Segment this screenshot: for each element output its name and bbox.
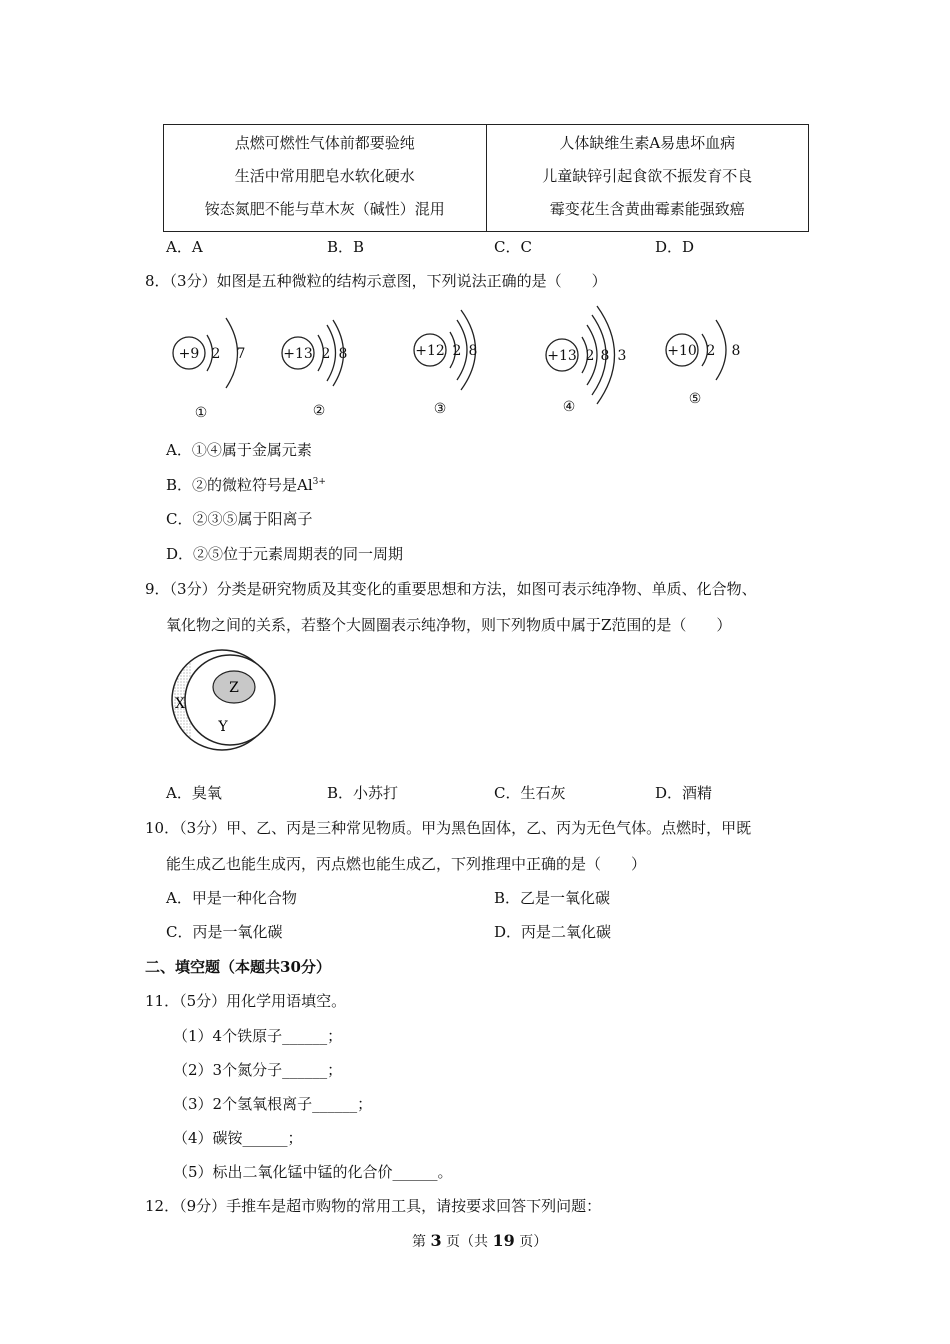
shell-count: 2 bbox=[706, 343, 716, 359]
particle-label: ② bbox=[312, 403, 326, 419]
section-heading: 二、填空题（本题共30分） bbox=[145, 958, 331, 976]
shell-count: 8 bbox=[468, 343, 478, 359]
q9-option-a[interactable]: A．臭氧 bbox=[166, 784, 222, 802]
table-line: 霉变花生含黄曲霉素能强致癌 bbox=[549, 200, 745, 218]
shell-count: 2 bbox=[211, 346, 221, 362]
q11-item-1: （1）4个铁原子______； bbox=[173, 1027, 343, 1045]
q11-item-2: （2）3个氮分子______； bbox=[173, 1061, 343, 1079]
particle-label: ⑤ bbox=[688, 391, 702, 407]
footer-mid: 页（共 bbox=[446, 1234, 489, 1250]
q7-option-d[interactable]: D．D bbox=[655, 238, 695, 256]
shell-count: 8 bbox=[600, 348, 610, 364]
nucleus-charge: +12 bbox=[415, 343, 445, 359]
table-line: 生活中常用肥皂水软化硬水 bbox=[234, 167, 415, 185]
nucleus-charge: +13 bbox=[283, 346, 313, 362]
q10-option-c[interactable]: C．丙是一氧化碳 bbox=[166, 923, 283, 941]
table-right-cell bbox=[486, 125, 809, 232]
page-number: 3 bbox=[430, 1231, 442, 1250]
q10-stem-line2: 能生成乙也能生成丙，丙点燃也能生成乙，下列推理中正确的是（ ） bbox=[166, 855, 647, 873]
table-left-cell bbox=[164, 125, 487, 232]
q8-option-b-text: B．②的微粒符号是Al bbox=[166, 476, 313, 494]
shell-count: 2 bbox=[452, 343, 462, 359]
q11-item-3: （3）2个氢氧根离子______； bbox=[173, 1095, 373, 1113]
page-total: 19 bbox=[492, 1231, 515, 1250]
nucleus-charge: +10 bbox=[667, 343, 697, 359]
q10-option-a[interactable]: A．甲是一种化合物 bbox=[166, 889, 297, 907]
q9-stem-line2: 氧化物之间的关系，若整个大圆圈表示纯净物，则下列物质中属于Z范围的是（ ） bbox=[166, 616, 732, 634]
nucleus-charge: +13 bbox=[547, 348, 577, 364]
particle-label: ① bbox=[194, 405, 208, 421]
footer-post: 页） bbox=[519, 1234, 548, 1250]
q11-item-4: （4）碳铵______； bbox=[173, 1129, 303, 1147]
q7-option-a[interactable]: A．A bbox=[166, 238, 203, 256]
q10-option-b[interactable]: B．乙是一氧化碳 bbox=[494, 889, 611, 907]
page-footer bbox=[412, 1231, 547, 1251]
footer-pre: 第 bbox=[412, 1234, 426, 1250]
q7-option-c[interactable]: C．C bbox=[494, 238, 532, 256]
shell-count: 2 bbox=[585, 348, 595, 364]
q10-option-d[interactable]: D．丙是二氧化碳 bbox=[494, 923, 612, 941]
shell-count: 7 bbox=[236, 346, 246, 362]
q8-option-a[interactable]: A．①④属于金属元素 bbox=[166, 441, 312, 459]
electron-shell bbox=[716, 320, 726, 380]
q9-option-d[interactable]: D．酒精 bbox=[655, 784, 713, 802]
ion-charge: 3+ bbox=[312, 477, 326, 487]
shell-count: 3 bbox=[617, 348, 627, 364]
shell-count: 8 bbox=[338, 346, 348, 362]
q10-stem-line1: 10．（3分）甲、乙、丙是三种常见物质。甲为黑色固体，乙、丙为无色气体。点燃时，甲既 bbox=[145, 819, 752, 837]
table-line: 点燃可燃性气体前都要验纯 bbox=[234, 134, 415, 152]
q8-stem: 8．（3分）如图是五种微粒的结构示意图，下列说法正确的是（ ） bbox=[145, 272, 607, 290]
q11-stem: 11．（5分）用化学用语填空。 bbox=[145, 992, 347, 1010]
label-z: Z bbox=[229, 680, 239, 696]
particle-label: ③ bbox=[433, 401, 447, 417]
q9-option-c[interactable]: C．生石灰 bbox=[494, 784, 566, 802]
particle-label: ④ bbox=[562, 399, 576, 415]
label-x: X bbox=[175, 696, 185, 712]
table-line: 铵态氮肥不能与草木灰（碱性）混用 bbox=[204, 200, 445, 218]
q9-option-b[interactable]: B．小苏打 bbox=[327, 784, 399, 802]
particle-diagrams bbox=[160, 298, 760, 428]
shell-count: 8 bbox=[731, 343, 741, 359]
q9-stem-line1: 9．（3分）分类是研究物质及其变化的重要思想和方法，如图可表示纯净物、单质、化合物、 bbox=[145, 580, 757, 598]
classification-diagram bbox=[168, 648, 280, 752]
q8-option-d[interactable]: D．②⑤位于元素周期表的同一周期 bbox=[166, 545, 404, 563]
table-line: 人体缺维生素A易患坏血病 bbox=[559, 134, 736, 152]
table-line: 儿童缺锌引起食欲不振发育不良 bbox=[542, 167, 753, 185]
shell-count: 2 bbox=[321, 346, 331, 362]
answer-table bbox=[163, 124, 809, 232]
q7-option-b[interactable]: B．B bbox=[327, 238, 365, 256]
nucleus-charge: +9 bbox=[178, 346, 200, 362]
q8-option-c[interactable]: C．②③⑤属于阳离子 bbox=[166, 510, 313, 528]
q11-item-5: （5）标出二氧化锰中锰的化合价______。 bbox=[173, 1163, 453, 1181]
label-y: Y bbox=[218, 719, 228, 735]
q12-stem: 12．（9分）手推车是超市购物的常用工具，请按要求回答下列问题： bbox=[145, 1197, 602, 1215]
q8-option-b[interactable] bbox=[166, 474, 326, 495]
